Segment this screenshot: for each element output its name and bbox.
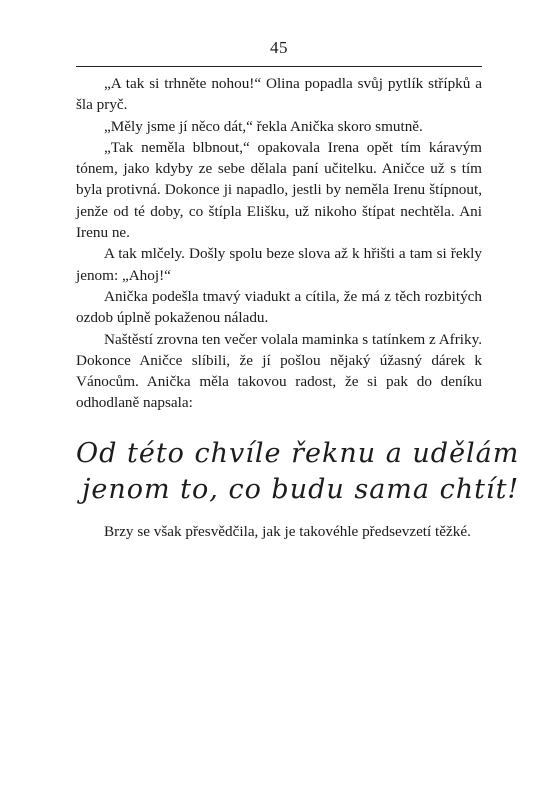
page-number: 45 (270, 38, 288, 57)
paragraph-6: Naštěstí zrovna ten večer volala maminka s tatínkem z Afriky. Dokonce Aničce slíbili, že jí pošlou nějaký úžasný dárek k Vánocům. Anička měla takovou radost, že si pak do deníku odhodlaně napsala: (76, 330, 482, 412)
paragraph-4: A tak mlčely. Došly spolu beze slova až k hřišti a tam si řekly jenom: „Ahoj!“ (76, 245, 482, 284)
paragraph-2: „Měly jsme jí něco dát,“ řekla Anička skoro smutně. (104, 117, 423, 135)
paragraph-3: „Tak neměla blbnout,“ opakovala Irena opět tím káravým tónem, jako kdyby ze sebe dělala paní učitelku. Aničce už s tím byla protivná. Dokonce ji napadlo, jestli by neměla Irenu štípnout, jenže od té doby, co štípla Elišku, už nikoho štípat nechtěla. Ani Irenu ne. (76, 138, 482, 242)
closing-text (76, 521, 482, 542)
handwritten-line-1: Od této chvíle řeknu a udělám (76, 438, 520, 469)
handwritten-diary-note (76, 436, 520, 508)
header-rule (76, 66, 482, 67)
closing-paragraph: Brzy se však přesvědčila, jak je takovéhle předsevzetí těžké. (104, 523, 471, 540)
body-text (76, 73, 482, 414)
handwritten-line-2: jenom to, co budu sama chtít! (82, 474, 520, 505)
paragraph-1: „A tak si trhněte nohou!“ Olina popadla svůj pytlík střípků a šla pryč. (76, 75, 482, 114)
paragraph-5: Anička podešla tmavý viadukt a cítila, že má z těch rozbitých ozdob úplně pokaženou náladu. (76, 287, 482, 327)
